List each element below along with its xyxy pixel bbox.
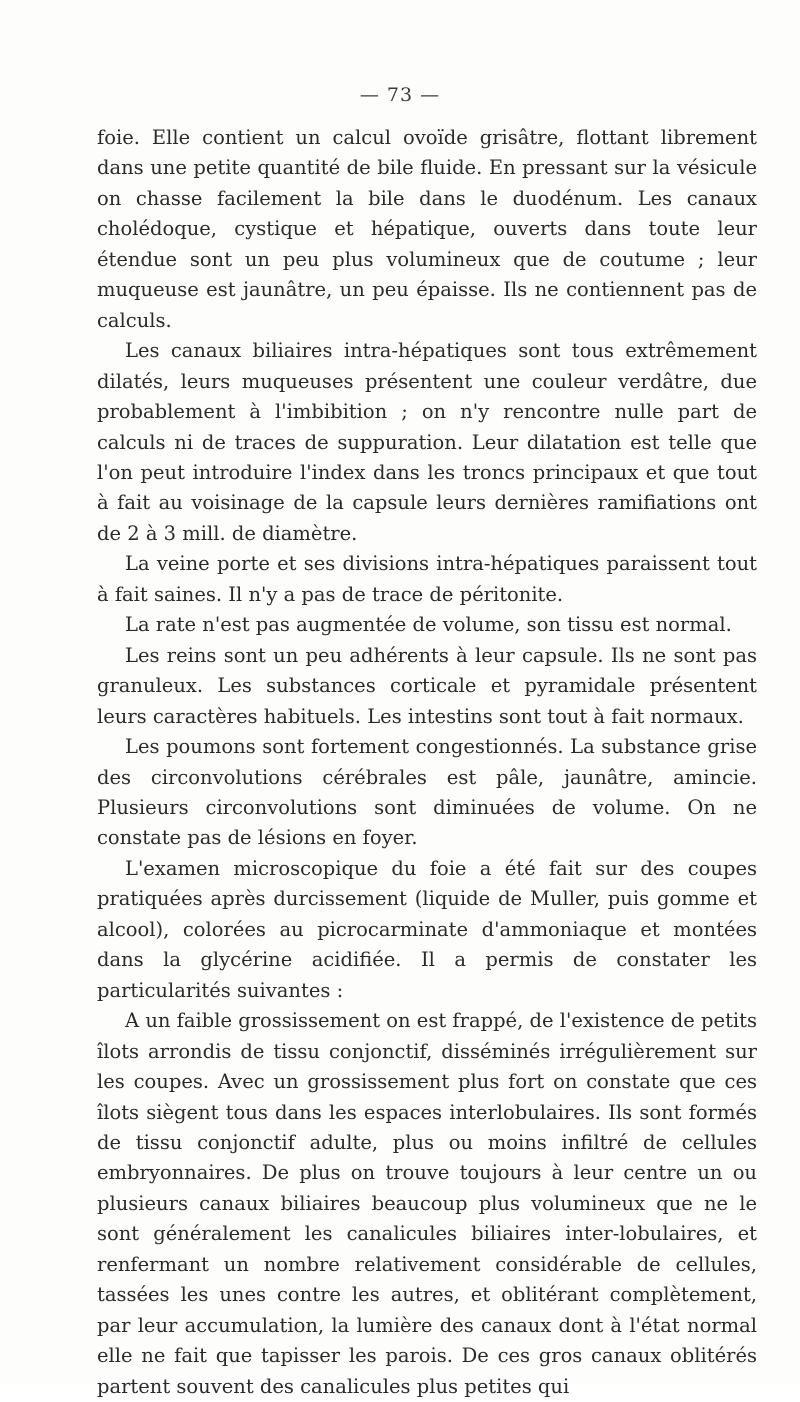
paragraph-findings: A un faible grossissement on est frappé, de l'existence de petits îlots arrondis de tissu conjonctif, disséminés irrégulièrement sur les coupes. Avec un grossissement plus fort on constate que ces îlots siègent tous dans les espaces interlobulaires. Ils sont formés de tissu conjonctif adulte, plus ou moins infiltré de cellules embryonnaires. De plus on trouve toujours à leur centre un ou plusieurs canaux biliaires beaucoup plus volumineux que ne le sont généralement les canalicules biliaires inter-lobulaires, et renfermant un nombre relativement considérable de cellules, tassées les unes contre les autres, et oblitérant complètement, par leur accumulation, la lumière des canaux dont à l'état normal elle ne fait que tapisser les parois. De ces gros canaux oblitérés partent souvent des canalicules plus petites qui (97, 1009, 757, 1398)
paragraph-lungs-brain: Les poumons sont fortement congestionnés. La substance grise des circonvolutions cérébrales est pâle, jaunâtre, amincie. Plusieurs circonvolutions sont diminuées de volume. On ne constate pas de lésions en foyer. (97, 735, 757, 850)
paragraph-microscopic-exam: L'examen microscopique du foie a été fait sur des coupes pratiquées après durcissement (liquide de Muller, puis gomme et alcool), colorées au picrocarminate d'ammoniaque et montées dans la glycérine acidifiée. Il a permis de constater les particularités suivantes : (97, 856, 757, 1002)
paragraph-spleen: La rate n'est pas augmentée de volume, son tissu est normal. (125, 613, 732, 637)
paragraph-kidneys: Les reins sont un peu adhérents à leur capsule. Ils ne sont pas granuleux. Les substances corticale et pyramidale présentent leurs caractères habituels. Les intestins sont tout à fait normaux. (97, 643, 757, 728)
body-text (97, 123, 757, 1402)
paragraph-portal-vein: La veine porte et ses divisions intra-hépatiques paraissent tout à fait saines. Il n'y a pas de trace de péritonite. (97, 552, 757, 606)
paragraph-gallbladder: foie. Elle contient un calcul ovoïde grisâtre, flottant librement dans une petite quantité de bile fluide. En pressant sur la vésicule on chasse facilement la bile dans le duodénum. Les canaux cholédoque, cystique et hépatique, ouverts dans toute leur étendue sont un peu plus volumineux que de coutume ; leur muqueuse est jaunâtre, un peu épaisse. Ils ne contiennent pas de calculs. (97, 126, 757, 332)
paragraph-bile-ducts: Les canaux biliaires intra-hépatiques sont tous extrêmement dilatés, leurs muqueuses présentent une couleur verdâtre, due probablement à l'imbibition ; on n'y rencontre nulle part de calculs ni de traces de suppuration. Leur dilatation est telle que l'on peut introduire l'index dans les troncs principaux et que tout à fait au voisinage de la capsule leurs dernières ramifiations ont de 2 à 3 mill. de diamètre. (97, 339, 757, 545)
page-number: — 73 — (359, 84, 441, 106)
